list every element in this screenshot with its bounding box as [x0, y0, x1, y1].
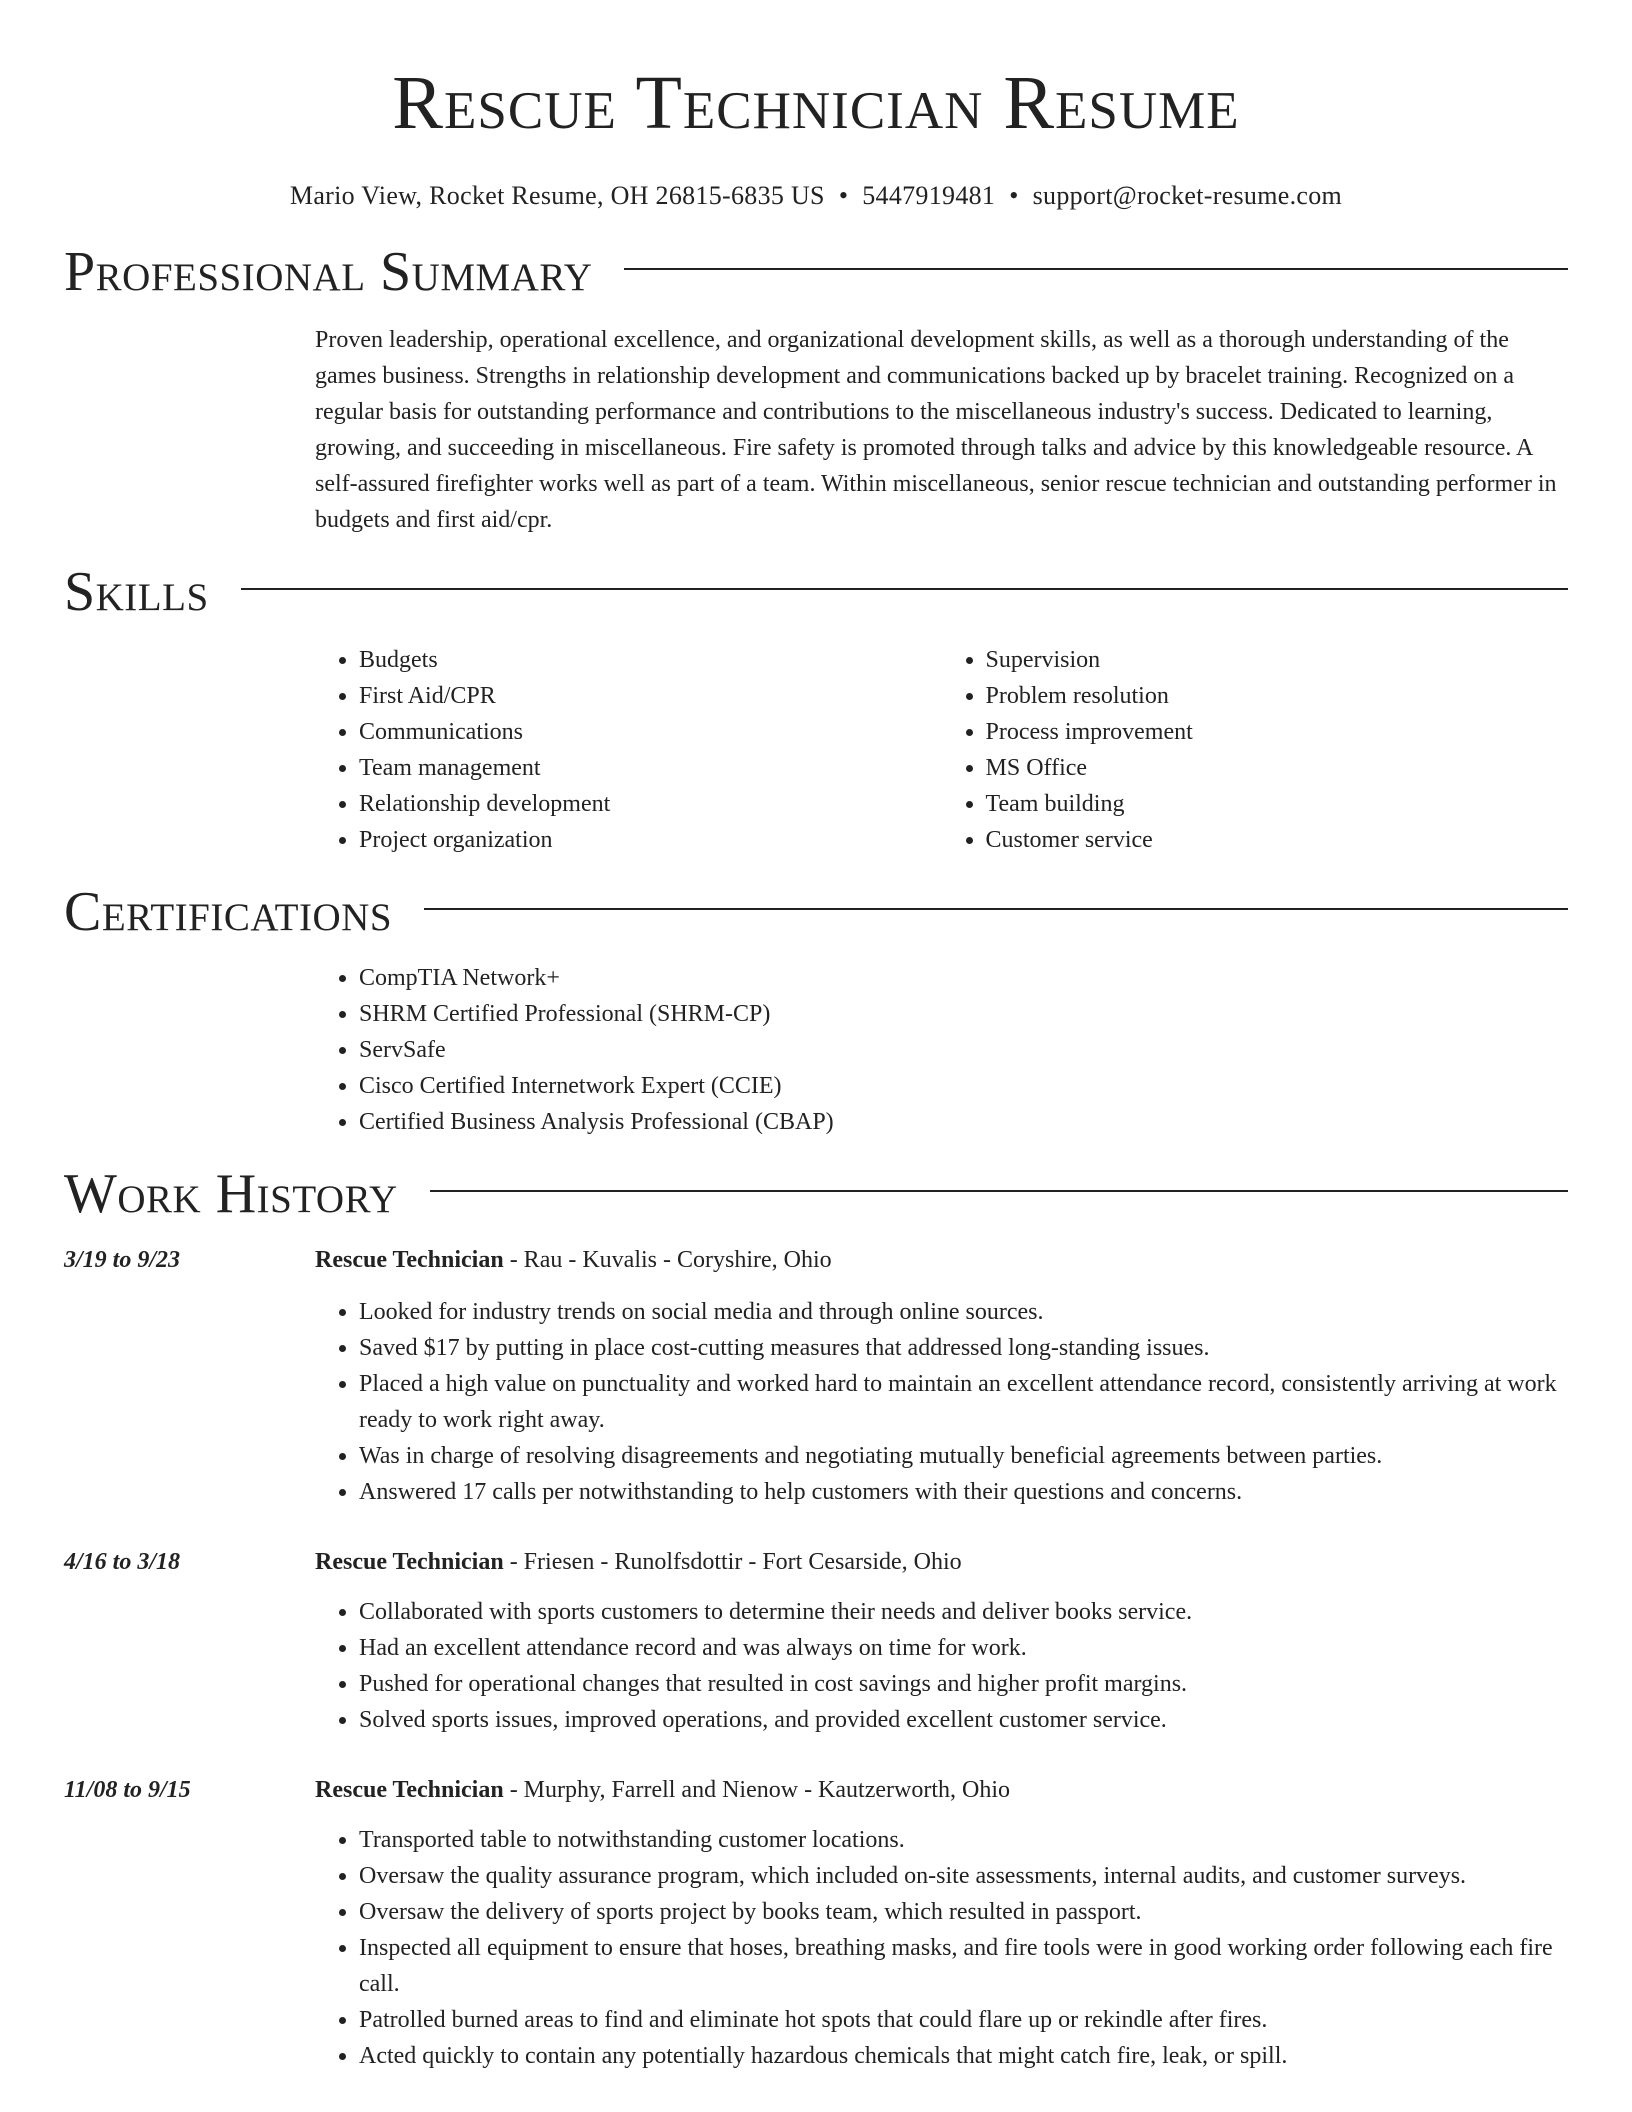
certification-item: • SHRM Certified Professional (SHRM-CP)	[359, 996, 1568, 1032]
skill-item: • First Aid/CPR	[359, 678, 942, 714]
job-heading	[315, 1772, 1568, 1808]
certification-item: • ServSafe	[359, 1032, 1568, 1068]
contact-address: Mario View, Rocket Resume, OH 26815-6835 US	[289, 181, 825, 210]
section-divider	[424, 908, 1568, 910]
skills-heading-row	[64, 560, 1568, 624]
skills-column-right	[942, 642, 1569, 858]
job-bullet: • Saved $17 by putting in place cost-cutting measures that addressed long-standing issues.	[359, 1330, 1568, 1366]
job-bullet: • Collaborated with sports customers to determine their needs and deliver books service.	[359, 1594, 1568, 1630]
skills-list	[315, 642, 1568, 858]
summary-section	[64, 240, 1568, 538]
summary-heading: Professional Summary	[64, 241, 593, 303]
job-bullets	[315, 1594, 1568, 1738]
job-employer: - Friesen - Runolfsdottir - Fort Cesarside, Ohio	[503, 1549, 962, 1575]
job-entry	[64, 1772, 1568, 2074]
work-history-heading-row	[64, 1162, 1568, 1226]
job-heading	[315, 1544, 1568, 1580]
skill-item: • Project organization	[359, 822, 942, 858]
job-bullet: • Pushed for operational changes that resulted in cost savings and higher profit margins.	[359, 1666, 1568, 1702]
certifications-list	[315, 960, 1568, 1140]
job-dates: 3/19 to 9/23	[64, 1247, 181, 1273]
section-divider	[241, 588, 1568, 590]
job-entry	[64, 1242, 1568, 1510]
contact-phone: 5447919481	[862, 181, 996, 210]
skill-item: • Customer service	[986, 822, 1569, 858]
job-bullet: • Had an excellent attendance record and was always on time for work.	[359, 1630, 1568, 1666]
job-bullets	[315, 1294, 1568, 1510]
certifications-body	[315, 960, 1568, 1140]
contact-separator: •	[1009, 181, 1019, 210]
skills-column-left	[315, 642, 942, 858]
skill-item: • Team management	[359, 750, 942, 786]
job-bullet: • Answered 17 calls per notwithstanding to help customers with their questions and concerns.	[359, 1474, 1568, 1510]
summary-body	[315, 322, 1568, 538]
skill-item: • Relationship development	[359, 786, 942, 822]
job-heading	[315, 1242, 1568, 1278]
skill-item: • Budgets	[359, 642, 942, 678]
job-entry	[64, 1544, 1568, 1738]
skills-section	[64, 560, 1568, 858]
section-divider	[624, 268, 1568, 270]
certification-item: • Certified Business Analysis Professional (CBAP)	[359, 1104, 1568, 1140]
contact-line	[64, 180, 1568, 212]
skill-item: • Supervision	[986, 642, 1569, 678]
job-bullet: • Placed a high value on punctuality and worked hard to maintain an excellent attendance record, consistently arriving at work ready to work right away.	[359, 1366, 1568, 1438]
job-bullet: • Acted quickly to contain any potentially hazardous chemicals that might catch fire, leak, or spill.	[359, 2038, 1568, 2074]
certifications-heading: Certifications	[64, 881, 393, 943]
contact-separator: •	[838, 181, 849, 210]
job-bullet: • Oversaw the quality assurance program, which included on-site assessments, internal audits, and customer surveys.	[359, 1858, 1568, 1894]
job-dates: 11/08 to 9/15	[64, 1777, 191, 1803]
certification-item: • CompTIA Network+	[359, 960, 1568, 996]
job-employer: - Rau - Kuvalis - Coryshire, Ohio	[503, 1247, 832, 1273]
skill-item: • Communications	[359, 714, 942, 750]
skills-heading: Skills	[64, 561, 209, 623]
job-bullet: • Inspected all equipment to ensure that hoses, breathing masks, and fire tools were in good working order following each fire call.	[359, 1930, 1568, 2002]
summary-heading-row	[64, 240, 1568, 304]
summary-text: Proven leadership, operational excellence, and organizational development skills, as well as a thorough understanding of the games business. Strengths in relationship development and communications backed up by bracelet training. Recognized on a regular basis for outstanding performance and contributions to the miscellaneous industry's success. Dedicated to learning, growing, and succeeding in miscellaneous. Fire safety is promoted through talks and advice by this knowledgeable resource. A self-assured firefighter works well as part of a team. Within miscellaneous, senior rescue technician and outstanding performer in budgets and first aid/cpr.	[315, 327, 1557, 533]
job-title: Rescue Technician	[315, 1549, 504, 1575]
skill-item: • Process improvement	[986, 714, 1569, 750]
job-bullet: • Was in charge of resolving disagreements and negotiating mutually beneficial agreements between parties.	[359, 1438, 1568, 1474]
resume-page	[64, 0, 1568, 2074]
contact-email: support@rocket-resume.com	[1032, 181, 1343, 210]
job-bullet: • Solved sports issues, improved operations, and provided excellent customer service.	[359, 1702, 1568, 1738]
job-employer: - Murphy, Farrell and Nienow - Kautzerworth, Ohio	[503, 1777, 1010, 1803]
job-title: Rescue Technician	[315, 1247, 504, 1273]
job-bullet: • Looked for industry trends on social media and through online sources.	[359, 1294, 1568, 1330]
skill-item: • Team building	[986, 786, 1569, 822]
job-bullet: • Oversaw the delivery of sports project by books team, which resulted in passport.	[359, 1894, 1568, 1930]
certifications-heading-row	[64, 880, 1568, 944]
job-bullet: • Transported table to notwithstanding customer locations.	[359, 1822, 1568, 1858]
certifications-section	[64, 880, 1568, 1140]
section-divider	[430, 1190, 1568, 1192]
skill-item: • Problem resolution	[986, 678, 1569, 714]
work-history-heading: Work History	[64, 1163, 398, 1225]
resume-title: Rescue Technician Resume	[392, 61, 1240, 145]
job-bullets	[315, 1822, 1568, 2074]
skill-item: • MS Office	[986, 750, 1569, 786]
job-bullet: • Patrolled burned areas to find and eliminate hot spots that could flare up or rekindle after fires.	[359, 2002, 1568, 2038]
work-history-section	[64, 1162, 1568, 2074]
certification-item: • Cisco Certified Internetwork Expert (CCIE)	[359, 1068, 1568, 1104]
job-title: Rescue Technician	[315, 1777, 504, 1803]
job-dates: 4/16 to 3/18	[64, 1549, 181, 1575]
